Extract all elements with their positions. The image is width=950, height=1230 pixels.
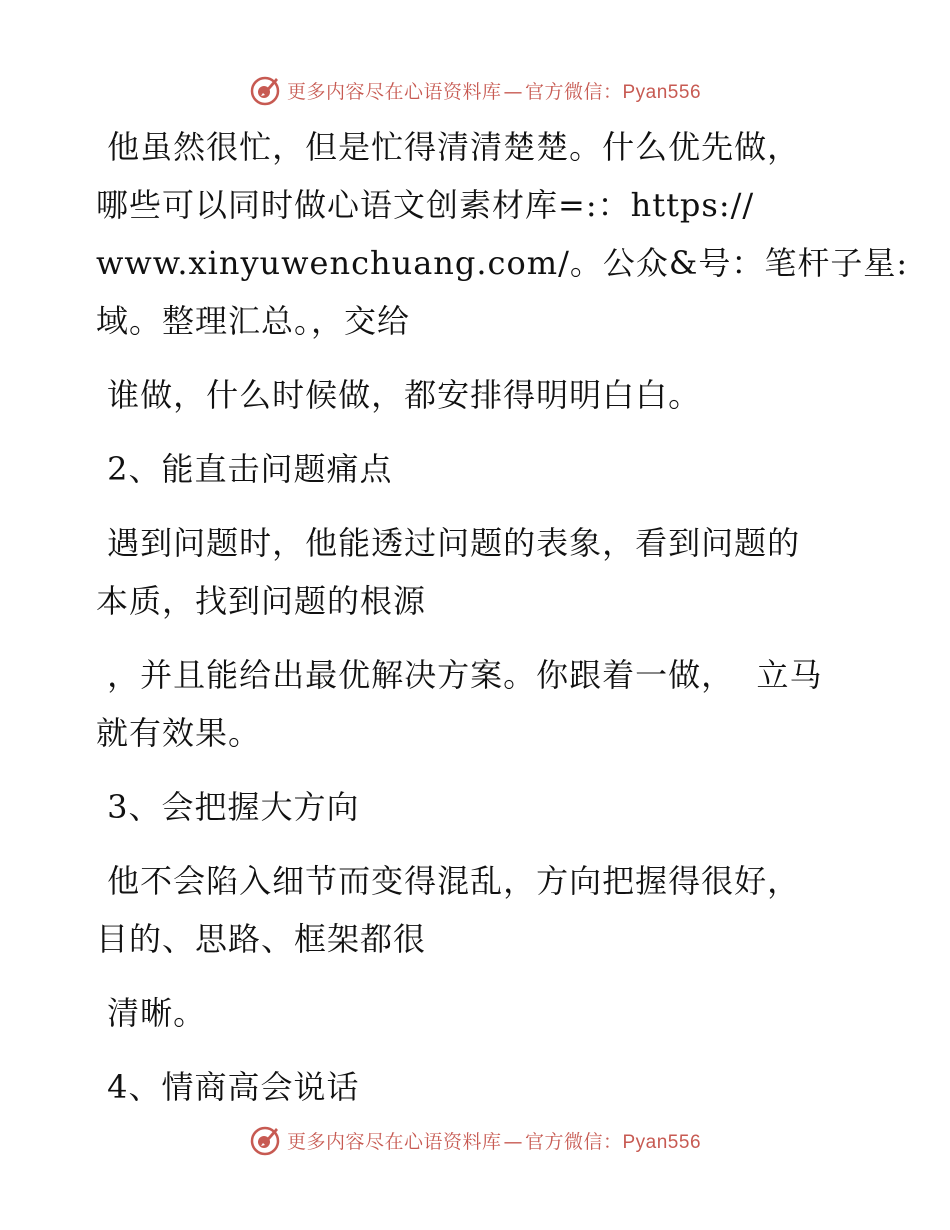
watermark-wechat-id: Pyan556 [622, 1131, 702, 1153]
text-line: 本质，找到问题的根源 [96, 582, 427, 620]
text-line: 谁做，什么时候做，都安排得明明白白。 [96, 376, 702, 414]
watermark-wechat-id: Pyan556 [622, 81, 702, 103]
text-line: 就有效果。 [96, 714, 262, 752]
quill-seal-icon [249, 1124, 281, 1156]
watermark-dash: — [503, 1130, 523, 1153]
section-heading: 4、情商高会说话 [96, 1068, 360, 1106]
footer-watermark [0, 1120, 950, 1160]
section-heading: 2、能直击问题痛点 [96, 450, 393, 488]
watermark-dash: — [503, 80, 523, 103]
watermark-main: 更多内容尽在心语资料库 [286, 1130, 502, 1153]
text-line: 他不会陷入细节而变得混乱，方向把握得很好， [96, 862, 801, 900]
watermark-official: 官方微信： [524, 80, 623, 103]
section-heading: 3、会把握大方向 [96, 788, 360, 826]
text-line: 遇到问题时，他能透过问题的表象，看到问题的 [96, 524, 801, 562]
text-line: 域。整理汇总。，交给 [96, 302, 411, 340]
text-line: 清晰。 [96, 994, 207, 1032]
text-line: 哪些可以同时做心语文创素材库=:：https:// [96, 186, 755, 224]
text-line: 目的、思路、框架都很 [96, 920, 427, 958]
text-line: www.xinyuwenchuang.com/。公众&号：笔杆子星: [96, 244, 909, 282]
text-line: ，并且能给出最优解决方案。你跟着一做， 立马 [96, 656, 823, 694]
text-line: 他虽然很忙，但是忙得清清楚楚。什么优先做， [96, 128, 801, 166]
watermark-main: 更多内容尽在心语资料库 [286, 80, 502, 103]
watermark-text [287, 1127, 701, 1154]
watermark-official: 官方微信： [524, 1130, 623, 1153]
